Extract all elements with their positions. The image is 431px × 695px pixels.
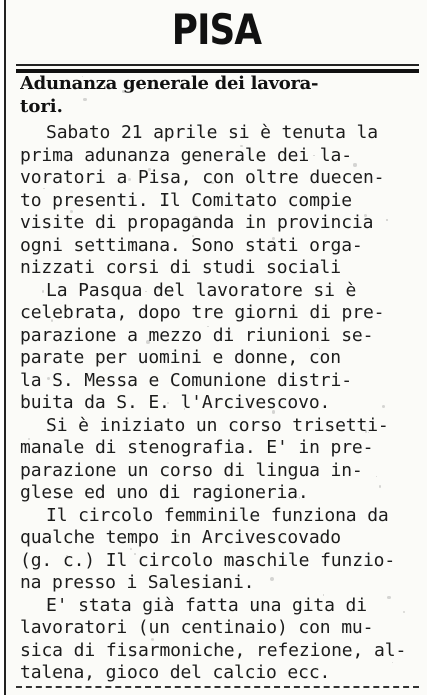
body-line: Sabato 21 aprile si è tenuta la	[46, 122, 378, 143]
bottom-dashed-rule	[16, 686, 419, 688]
body-line: visite di propaganda in provincia	[20, 212, 374, 233]
body-line: La Pasqua del lavoratore si è	[46, 279, 357, 301]
body-line: voratori a Pisa, con oltre duecen-	[20, 167, 385, 188]
body-line: parazione un corso di lingua in-	[20, 459, 363, 481]
article-headline: PISA	[171, 5, 262, 54]
body-line: parate per uomini e donne, con	[20, 347, 341, 368]
body-line: lavoratori (un centinaio) con mu-	[20, 617, 374, 638]
subhead-line: Adunanza generale dei lavora-	[20, 73, 319, 94]
body-line: nizzati corsi di studi sociali	[20, 257, 341, 278]
body-line: manale di stenografia. E' in pre-	[20, 437, 374, 458]
body-line: glese ed uno di ragioneria.	[20, 482, 309, 503]
body-line: sica di fisarmoniche, refezione, al-	[20, 639, 407, 661]
body-line: ogni settimana. Sono stati orga-	[20, 234, 363, 256]
body-line: Si è iniziato un corso trisetti-	[46, 414, 389, 436]
body-line: qualche tempo in Arcivescovado	[20, 527, 341, 548]
body-line: buita da S. E. l'Arcivescovo.	[20, 392, 331, 413]
body-line: to presenti. Il Comitato compie	[20, 189, 352, 211]
body-line: prima adunanza generale dei la-	[20, 144, 352, 166]
body-line: talena, gioco del calcio ecc.	[20, 662, 331, 683]
body-line: (g. c.) Il circolo maschile funzio-	[20, 549, 396, 571]
article-body	[20, 122, 420, 685]
subhead-line: tori.	[20, 95, 63, 117]
article-subhead	[20, 72, 420, 117]
body-line: celebrata, dopo tre giorni di pre-	[20, 302, 385, 323]
body-line: parazione a mezzo di riunioni se-	[20, 324, 374, 346]
newspaper-clipping	[4, 0, 427, 695]
headline-rule-thin	[16, 64, 419, 66]
body-line: Il circolo femminile funziona da	[46, 504, 389, 526]
body-line: E' stata già fatta una gita di	[46, 594, 367, 616]
body-line: la S. Messa e Comunione distri-	[20, 369, 352, 391]
body-line: na presso i Salesiani.	[20, 572, 255, 593]
